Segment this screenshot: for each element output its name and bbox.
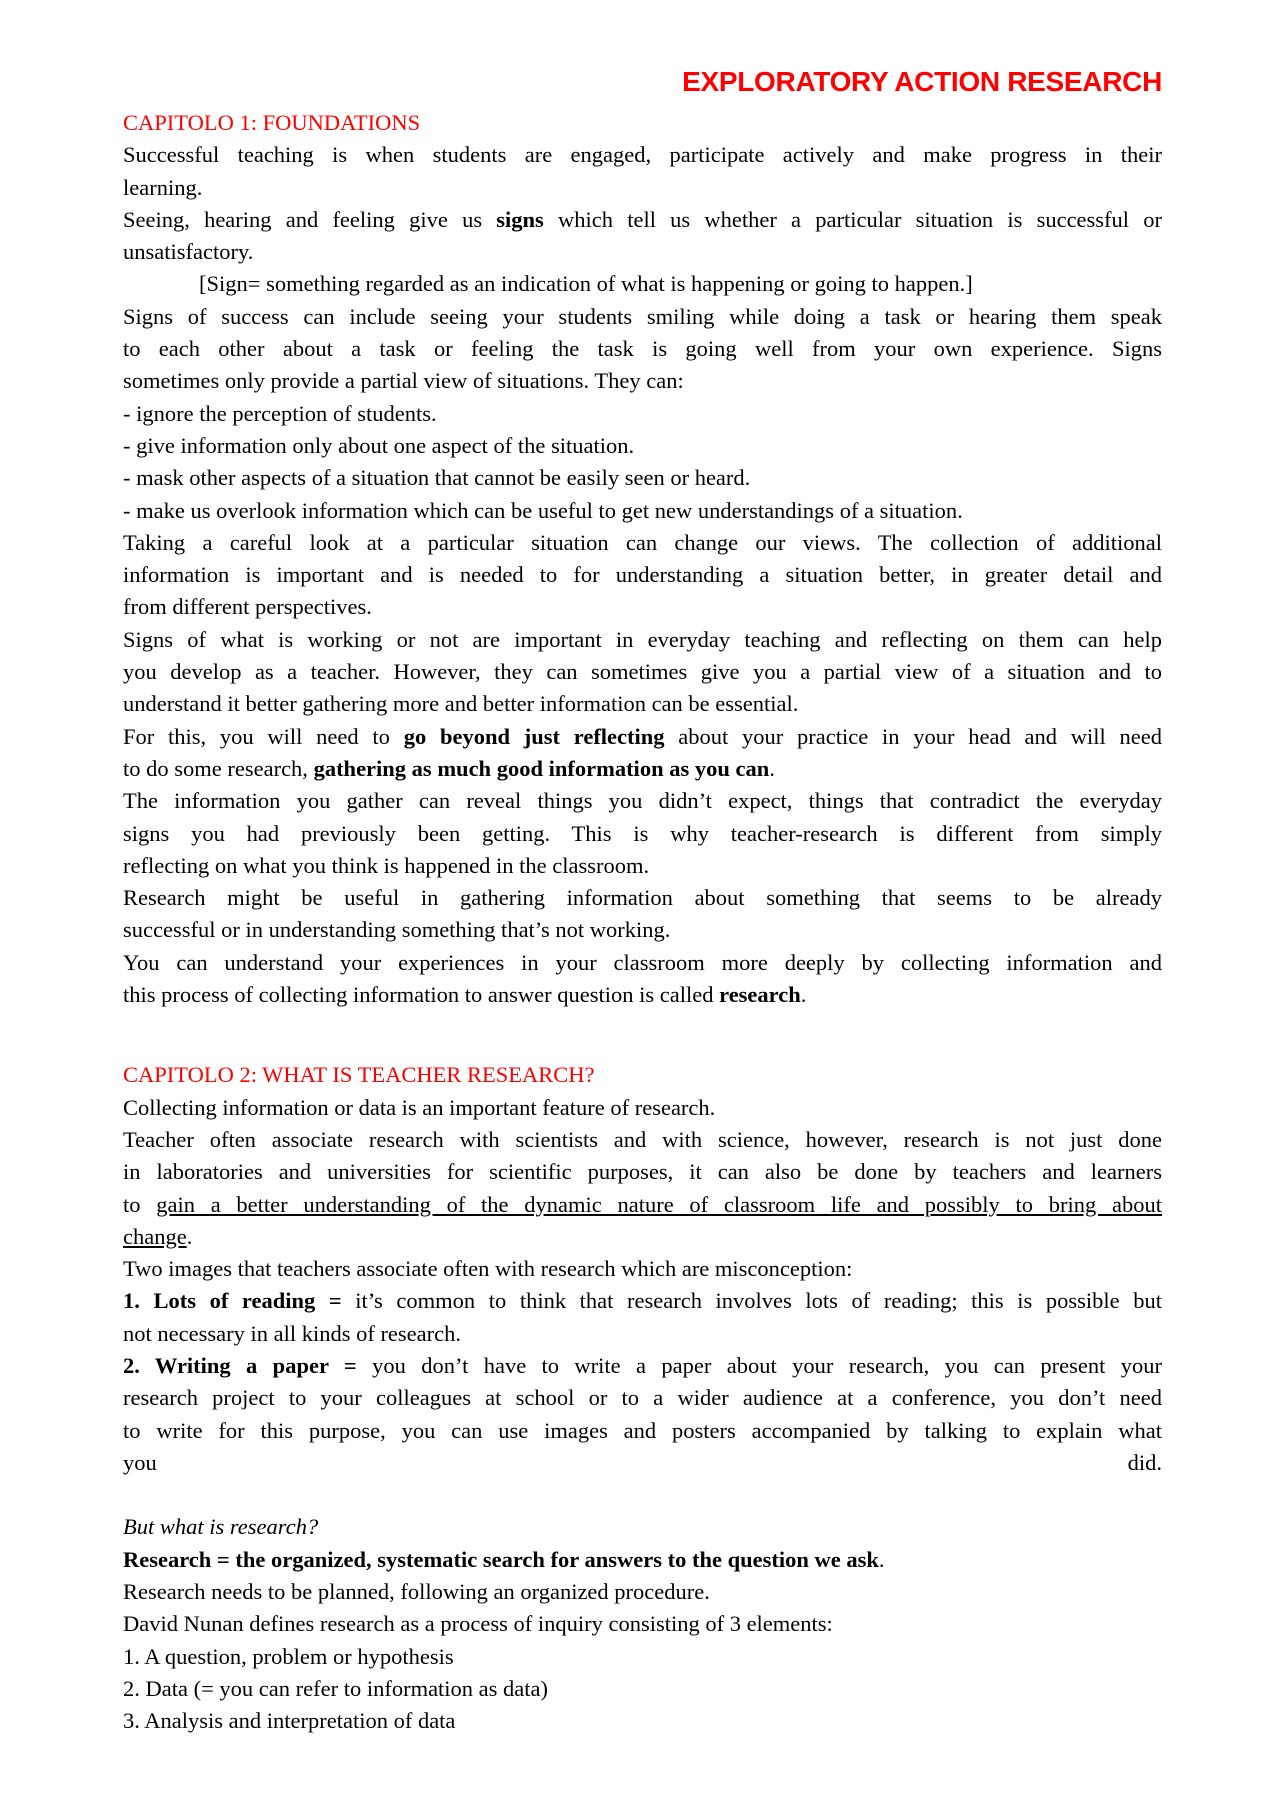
text: . xyxy=(800,982,807,1008)
text-line xyxy=(123,107,1162,139)
text: about your practice in your head and will need xyxy=(664,723,1162,749)
paragraph xyxy=(123,527,1162,624)
text-line xyxy=(123,1382,1162,1414)
text: it’s common to think that research involves lots of reading; this is possible but xyxy=(341,1288,1162,1314)
text-line xyxy=(123,1124,1162,1156)
text: reflecting on what you think is happened in the classroom. xyxy=(123,852,650,878)
text-line xyxy=(123,1156,1162,1188)
text-line xyxy=(123,914,1162,946)
text: from different perspectives. xyxy=(123,594,372,620)
text: David Nunan defines research as a process of inquiry consisting of 3 elements: xyxy=(123,1611,833,1637)
text: . xyxy=(186,1223,193,1249)
text-line xyxy=(123,656,1162,688)
paragraph xyxy=(123,1092,1162,1124)
text: . xyxy=(878,1546,885,1572)
text: to do some research, xyxy=(123,755,314,781)
text: You can understand your experiences in your classroom more deeply by collecting information and xyxy=(123,949,1162,975)
text-line xyxy=(123,1576,1162,1608)
text: not necessary in all kinds of research. xyxy=(123,1320,462,1346)
text-line xyxy=(123,688,1162,720)
text: unsatisfactory. xyxy=(123,239,254,265)
text-line xyxy=(123,301,1162,333)
text-line xyxy=(123,268,1162,300)
paragraph xyxy=(123,139,1162,204)
text: Seeing, hearing and feeling give us xyxy=(123,206,497,232)
text-line xyxy=(123,1705,1162,1737)
text: in laboratories and universities for scientific purposes, it can also be done by teachers and learners xyxy=(123,1159,1162,1185)
text: Collecting information or data is an important feature of research. xyxy=(123,1094,716,1120)
paragraph xyxy=(123,1124,1162,1253)
numbered-item xyxy=(123,1350,1162,1479)
definition xyxy=(123,1544,1162,1576)
text: . xyxy=(769,755,775,781)
text-line xyxy=(123,1285,1162,1317)
paragraph xyxy=(123,1608,1162,1640)
text-line xyxy=(123,1544,1162,1576)
text-line xyxy=(123,753,1162,785)
spacer xyxy=(123,1011,1162,1059)
text: sometimes only provide a partial view of situations. They can: xyxy=(123,368,684,394)
text: - make us overlook information which can be useful to get new understandings of a situation. xyxy=(123,497,963,523)
text-line xyxy=(123,818,1162,850)
document-body xyxy=(123,107,1162,1738)
text-line xyxy=(123,624,1162,656)
text-line xyxy=(123,527,1162,559)
text-line xyxy=(123,1253,1162,1285)
text-line xyxy=(123,236,1162,268)
text-line xyxy=(123,1415,1162,1447)
list xyxy=(123,1641,1162,1738)
chapter-2-heading xyxy=(123,1059,1162,1091)
text: Research needs to be planned, following an organized procedure. xyxy=(123,1579,710,1605)
text: CAPITOLO 1: FOUNDATIONS xyxy=(123,110,421,135)
text: to write for this purpose, you can use images and posters accompanied by talking to explain what xyxy=(123,1417,1162,1443)
text: Successful teaching is when students are engaged, participate actively and make progress in their xyxy=(123,142,1162,168)
underlined-text: change xyxy=(123,1223,187,1249)
text-line xyxy=(123,495,1162,527)
text-line xyxy=(123,850,1162,882)
text-line xyxy=(123,1447,1162,1479)
bold-text: signs xyxy=(496,206,544,232)
text: to xyxy=(123,1191,157,1217)
text-line xyxy=(123,1350,1162,1382)
text: Two images that teachers associate often with research which are misconception: xyxy=(123,1256,853,1282)
text: learning. xyxy=(123,174,203,200)
text-line xyxy=(123,139,1162,171)
text-line xyxy=(123,1608,1162,1640)
bold-text: Research = the organized, systematic search for answers to the question we ask xyxy=(123,1546,879,1572)
text: signs you had previously been getting. This is why teacher-research is different from simply xyxy=(123,820,1162,846)
text: 1. A question, problem or hypothesis xyxy=(123,1643,454,1669)
spacer xyxy=(123,1479,1162,1511)
text: Taking a careful look at a particular situation can change our views. The collection of additional xyxy=(123,529,1162,555)
bold-text: research xyxy=(719,982,801,1008)
text: this process of collecting information to answer question is called xyxy=(123,982,720,1008)
text: which tell us whether a particular situation is successful or xyxy=(543,206,1162,232)
paragraph xyxy=(123,1253,1162,1285)
text: [Sign= something regarded as an indication of what is happening or going to happen.] xyxy=(199,271,973,297)
text: successful or in understanding something that’s not working. xyxy=(123,917,671,943)
paragraph xyxy=(123,204,1162,269)
text: to each other about a task or feeling the task is going well from your own experience. Signs xyxy=(123,336,1162,362)
text-line xyxy=(123,1318,1162,1350)
text: CAPITOLO 2: WHAT IS TEACHER RESEARCH? xyxy=(123,1062,595,1088)
numbered-item xyxy=(123,1285,1162,1350)
paragraph xyxy=(123,624,1162,721)
paragraph xyxy=(123,721,1162,786)
text: - ignore the perception of students. xyxy=(123,400,437,426)
list xyxy=(123,398,1162,527)
text: you did. xyxy=(123,1449,1162,1475)
bold-text: 2. Writing a paper = xyxy=(123,1352,357,1378)
text: Research might be useful in gathering information about something that seems to be already xyxy=(123,885,1162,911)
paragraph xyxy=(123,1576,1162,1608)
text: you develop as a teacher. However, they can sometimes give you a partial view of a situation and to xyxy=(123,659,1162,685)
text-line xyxy=(123,882,1162,914)
text-line xyxy=(123,462,1162,494)
text: Signs of what is working or not are important in everyday teaching and reflecting on them can help xyxy=(123,626,1162,652)
text-line xyxy=(123,947,1162,979)
text-line xyxy=(123,1511,1162,1543)
text: The information you gather can reveal things you didn’t expect, things that contradict the everyday xyxy=(123,788,1162,814)
text-line xyxy=(123,430,1162,462)
text: understand it better gathering more and better information can be essential. xyxy=(123,691,799,717)
definition xyxy=(123,268,1162,300)
chapter-1-heading xyxy=(123,107,1162,139)
text: For this, you will need to xyxy=(123,723,404,749)
text-line xyxy=(123,785,1162,817)
bold-text: gathering as much good information as you can xyxy=(313,755,770,781)
text: research project to your colleagues at school or to a wider audience at a conference, you don’t need xyxy=(123,1385,1162,1411)
text: information is important and is needed to for understanding a situation better, in greater detail and xyxy=(123,562,1162,588)
text: 2. Data (= you can refer to information as data) xyxy=(123,1675,549,1701)
underlined-text: gain a better understanding of the dynamic nature of classroom life and possibly to bring about xyxy=(156,1191,1162,1217)
text-line xyxy=(123,591,1162,623)
question xyxy=(123,1511,1162,1543)
italic-text: But what is research? xyxy=(123,1514,319,1540)
paragraph xyxy=(123,301,1162,398)
paragraph xyxy=(123,785,1162,882)
text: - give information only about one aspect of the situation. xyxy=(123,432,635,458)
text-line xyxy=(123,559,1162,591)
paragraph xyxy=(123,947,1162,1012)
text-line xyxy=(123,333,1162,365)
bold-text: 1. Lots of reading = xyxy=(123,1288,342,1314)
document-title: EXPLORATORY ACTION RESEARCH xyxy=(682,66,1162,97)
text-line xyxy=(123,1092,1162,1124)
text: 3. Analysis and interpretation of data xyxy=(123,1708,456,1734)
text: you don’t have to write a paper about your research, you can present your xyxy=(356,1352,1162,1378)
text-line xyxy=(123,721,1162,753)
text: - mask other aspects of a situation that cannot be easily seen or heard. xyxy=(123,465,751,491)
text-line xyxy=(123,398,1162,430)
text-line xyxy=(123,979,1162,1011)
text-line xyxy=(123,204,1162,236)
bold-text: go beyond just reflecting xyxy=(403,723,665,749)
text-line xyxy=(123,365,1162,397)
text-line xyxy=(123,1189,1162,1221)
text-line xyxy=(123,1059,1162,1091)
text-line xyxy=(123,1641,1162,1673)
paragraph xyxy=(123,882,1162,947)
text-line xyxy=(123,1673,1162,1705)
text-line xyxy=(123,172,1162,204)
text-line xyxy=(123,1221,1162,1253)
text: Signs of success can include seeing your students smiling while doing a task or hearing them speak xyxy=(123,303,1162,329)
text: Teacher often associate research with scientists and with science, however, research is not just done xyxy=(123,1126,1162,1152)
